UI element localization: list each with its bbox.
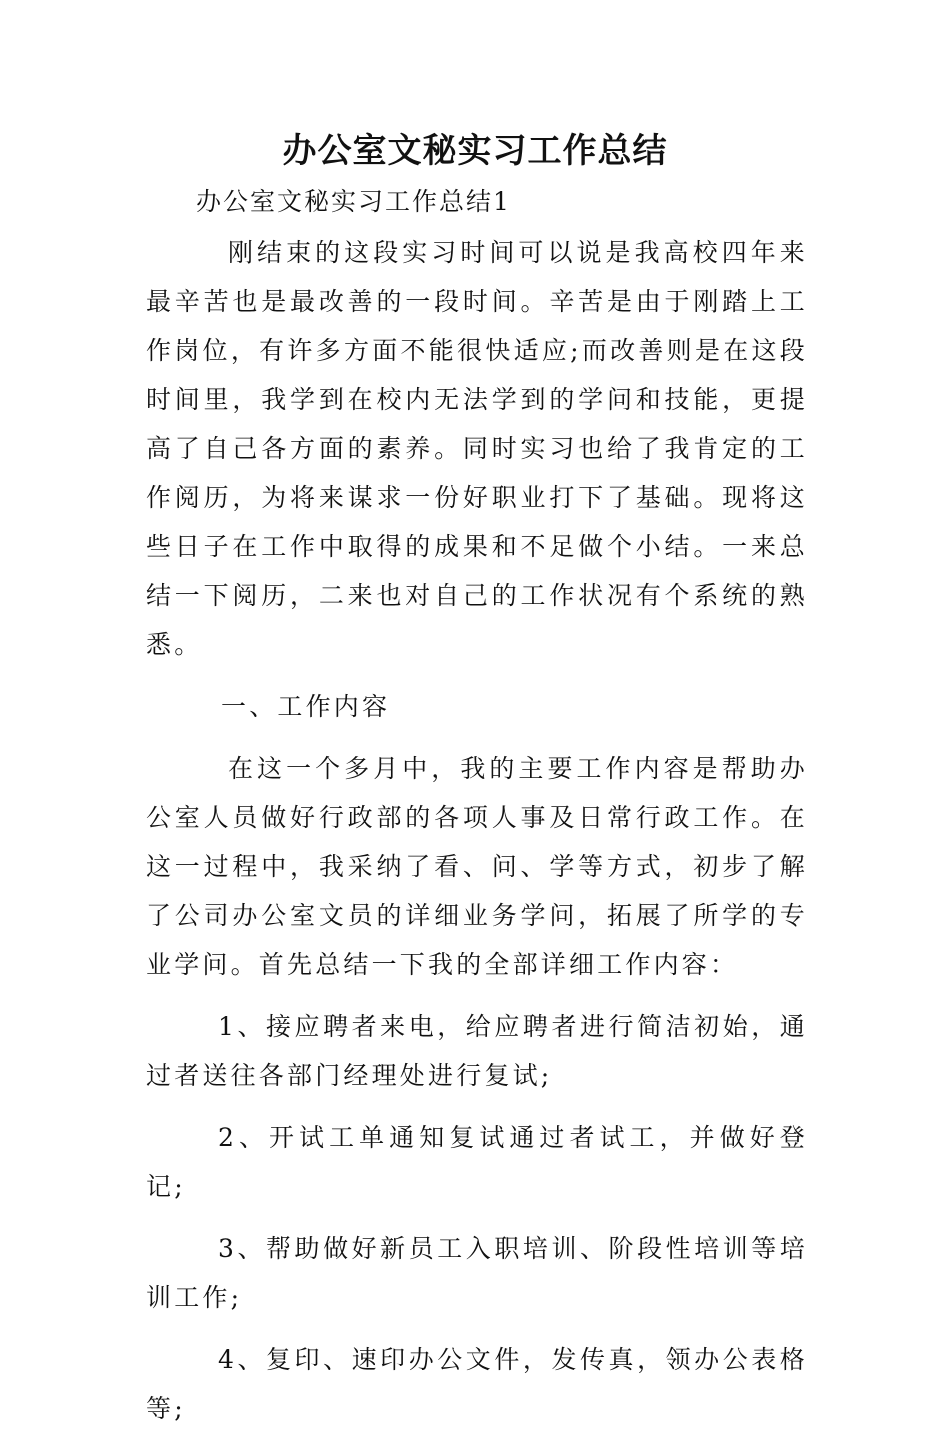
paragraph-intro: 刚结束的这段实习时间可以说是我高校四年来最辛苦也是最改善的一段时间。辛苦是由于刚踏上工作岗位，有许多方面不能很快适应;而改善则是在这段时间里，我学到在校内无法学到的学问和技能，更提高了自己各方面的素养。同时实习也给了我肯定的工作阅历，为将来谋求一份好职业打下了基础。现将这些日子在工作中取得的成果和不足做个小结。一来总结一下阅历，二来也对自己的工作状况有个系统的熟悉。	[146, 238, 808, 659]
list-item-4: 4、复印、速印办公文件，发传真，领办公表格等;	[146, 1345, 808, 1423]
paragraph-work-overview: 在这一个多月中，我的主要工作内容是帮助办公室人员做好行政部的各项人事及日常行政工作。在这一过程中，我采纳了看、问、学等方式，初步了解了公司办公室文员的详细业务学问，拓展了所学的专业学问。首先总结一下我的全部详细工作内容：	[146, 754, 808, 979]
list-item-2: 2、开试工单通知复试通过者试工，并做好登记;	[146, 1123, 808, 1201]
document-subtitle: 办公室文秘实习工作总结1	[196, 187, 511, 216]
document-title: 办公室文秘实习工作总结	[282, 131, 668, 171]
list-item-3: 3、帮助做好新员工入职培训、阶段性培训等培训工作;	[146, 1234, 808, 1312]
section-heading-work-content: 一、工作内容	[221, 692, 391, 721]
document-body	[146, 228, 808, 1433]
list-item-1: 1、接应聘者来电，给应聘者进行简洁初始，通过者送往各部门经理处进行复试;	[146, 1012, 808, 1090]
